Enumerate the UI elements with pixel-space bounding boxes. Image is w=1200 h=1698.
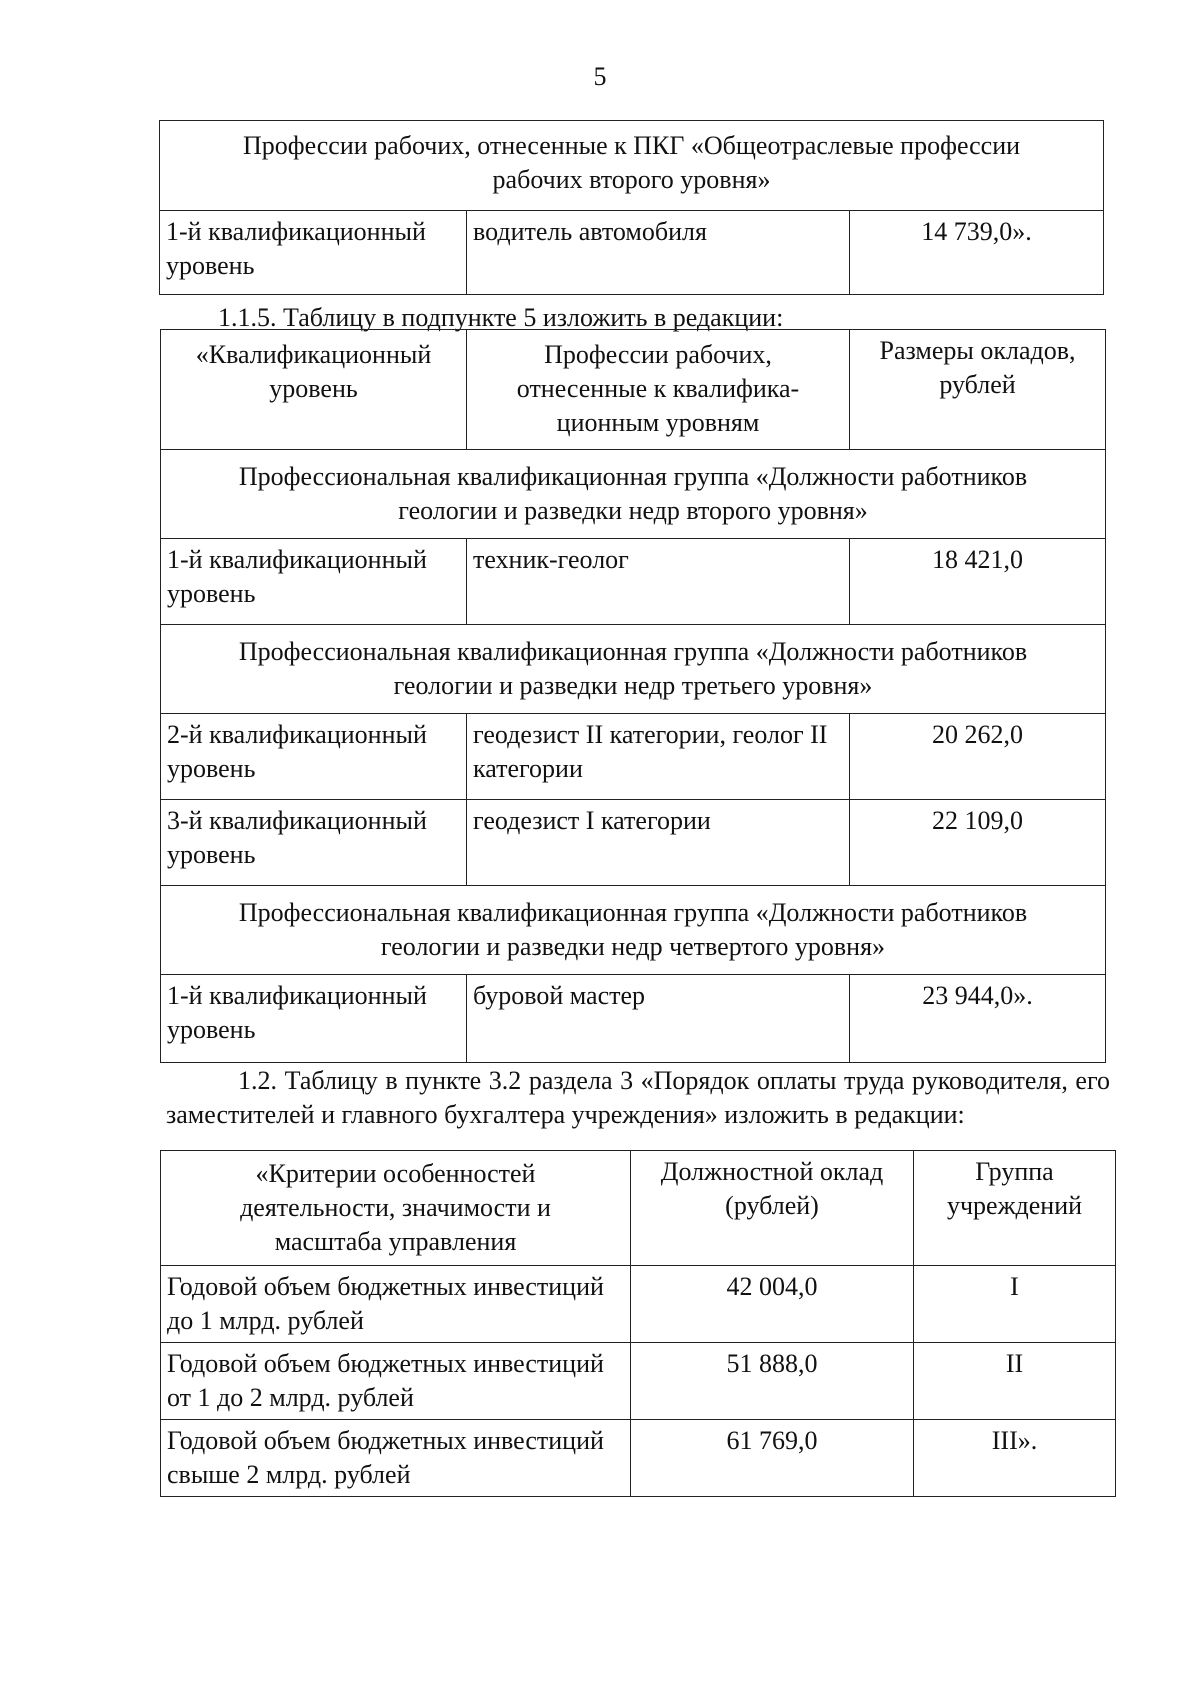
- table-group-header: Профессиональная квалификационная группа «Должности работников геологии и разведки недр второго уровня»: [161, 450, 1106, 539]
- group-cell: II: [914, 1343, 1116, 1420]
- workers-profession-table: [159, 120, 1104, 295]
- profession-cell: техник-геолог: [467, 539, 850, 625]
- level-cell: 1-й квалификационный уровень: [161, 975, 467, 1063]
- column-header-group: Группа учреждений: [914, 1151, 1116, 1266]
- level-cell: 2-й квалификационный уровень: [161, 714, 467, 800]
- profession-cell: геодезист II категории, геолог II категории: [467, 714, 850, 800]
- paragraph-1-2: [166, 1064, 1110, 1132]
- page-number: 5: [593, 62, 607, 91]
- column-header-profession: Профессии рабочих, отнесенные к квалифика-ционным уровням: [467, 330, 850, 450]
- column-header-level: «Квалификационный уровень: [161, 330, 467, 450]
- table-row: [161, 539, 1106, 625]
- group-cell: III».: [914, 1420, 1116, 1497]
- salary-cell: 22 109,0: [850, 800, 1106, 886]
- management-salary-table: [160, 1150, 1116, 1497]
- level-cell: 1-й квалификационный уровень: [160, 211, 467, 295]
- table-group-header: Профессиональная квалификационная группа «Должности работников геологии и разведки недр четвертого уровня»: [161, 886, 1106, 975]
- table-row: [160, 211, 1104, 295]
- table-group-header: Профессии рабочих, отнесенные к ПКГ «Общеотраслевые профессии рабочих второго уровня»: [160, 121, 1104, 211]
- profession-cell: водитель автомобиля: [467, 211, 850, 295]
- table-header-row: [161, 1151, 1116, 1266]
- salary-cell: 61 769,0: [631, 1420, 914, 1497]
- paragraph-1-1-5: 1.1.5. Таблицу в подпункте 5 изложить в редакции:: [218, 303, 784, 332]
- salary-cell: 14 739,0».: [850, 211, 1104, 295]
- salary-cell: 51 888,0: [631, 1343, 914, 1420]
- table-row: [161, 714, 1106, 800]
- salary-cell: 23 944,0».: [850, 975, 1106, 1063]
- column-header-criteria: «Критерии особенностей деятельности, значимости и масштаба управления: [161, 1151, 631, 1266]
- column-header-salary: Размеры окладов, рублей: [850, 330, 1106, 450]
- level-cell: 1-й квалификационный уровень: [161, 539, 467, 625]
- table-row: [161, 800, 1106, 886]
- salary-cell: 42 004,0: [631, 1266, 914, 1343]
- criterion-cell: Годовой объем бюджетных инвестиций свыше 2 млрд. рублей: [161, 1420, 631, 1497]
- table-row: [161, 1420, 1116, 1497]
- geology-salary-table: [160, 329, 1106, 1063]
- table-row: [161, 1266, 1116, 1343]
- column-header-salary: Должностной оклад (рублей): [631, 1151, 914, 1266]
- profession-cell: геодезист I категории: [467, 800, 850, 886]
- salary-cell: 18 421,0: [850, 539, 1106, 625]
- table-row: [161, 975, 1106, 1063]
- profession-cell: буровой мастер: [467, 975, 850, 1063]
- group-cell: I: [914, 1266, 1116, 1343]
- level-cell: 3-й квалификационный уровень: [161, 800, 467, 886]
- table-row: [161, 1343, 1116, 1420]
- paragraph-1-2-text: 1.2. Таблицу в пункте 3.2 раздела 3 «Порядок оплаты труда руководителя, его заместителей и главного бухгалтера учреждения» изложить в редакции:: [166, 1066, 1110, 1129]
- salary-cell: 20 262,0: [850, 714, 1106, 800]
- criterion-cell: Годовой объем бюджетных инвестиций от 1 до 2 млрд. рублей: [161, 1343, 631, 1420]
- table-group-header: Профессиональная квалификационная группа «Должности работников геологии и разведки недр третьего уровня»: [161, 625, 1106, 714]
- table-header-row: [161, 330, 1106, 450]
- criterion-cell: Годовой объем бюджетных инвестиций до 1 млрд. рублей: [161, 1266, 631, 1343]
